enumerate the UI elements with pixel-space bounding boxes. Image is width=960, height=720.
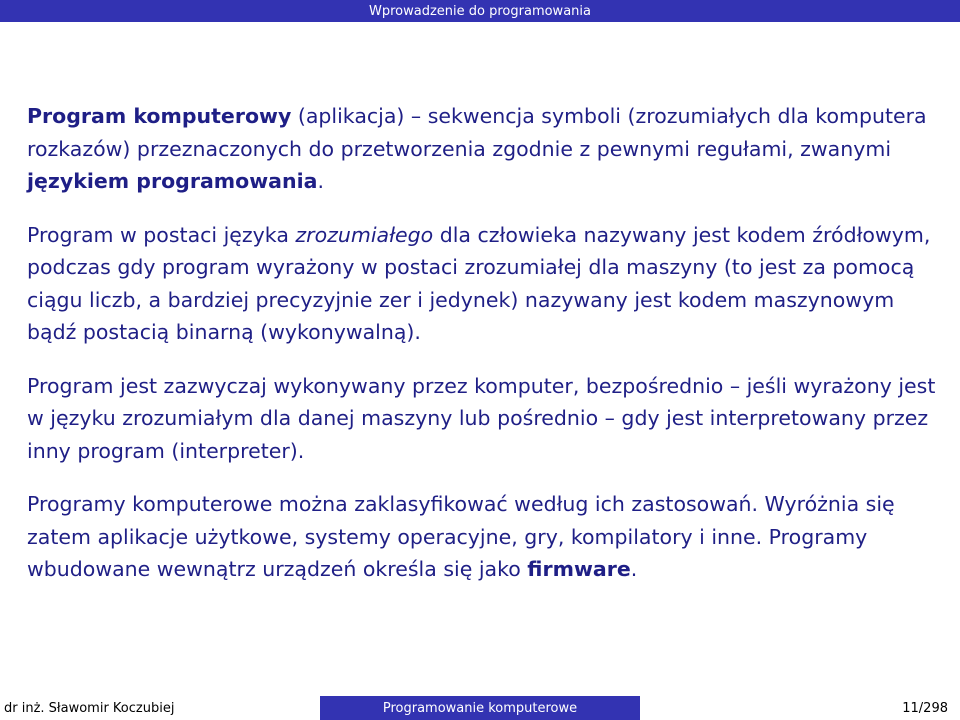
term-jezyk-programowania: językiem programowania — [27, 169, 318, 193]
footer-author: dr inż. Sławomir Koczubiej — [4, 700, 175, 716]
footer-page-number: 11/298 — [902, 700, 948, 716]
p3-text: Program jest zazwyczaj wykonywany przez komputer, bezpośrednio – jeśli wyrażony jest w języku zrozumiałym dla danej maszyny lub pośrednio – gdy jest interpretowany przez inny program (interpreter). — [27, 373, 936, 463]
definition-period: . — [317, 169, 324, 193]
term-program-komputerowy: Program komputerowy — [27, 104, 292, 128]
p2-text-c: dla człowieka nazywany jest kodem źródłowym, podczas gdy program wyrażony w postaci zrozumiałej dla maszyny (to jest za pomocą ciągu liczb, a bardziej precyzyjnie zer i jedynek) nazywany jest kodem maszynowym bądź postacią binarną (wykonywalną). — [27, 222, 931, 344]
slide-footer — [0, 696, 960, 720]
slide-header — [0, 0, 960, 22]
paragraph-execution — [27, 370, 937, 468]
paragraph-definition — [27, 100, 937, 198]
slide-content — [27, 100, 937, 607]
p4-text-a: Programy komputerowe można zaklasyfikować według ich zastosowań. Wyróżnia się zatem aplikacje użytkowe, systemy operacyjne, gry, kompilatory i inne. Programy wbudowane wewnątrz urządzeń określa się jako — [27, 492, 895, 581]
paragraph-source-code — [27, 219, 937, 349]
footer-page-box — [640, 696, 960, 720]
p4-period: . — [630, 557, 638, 581]
paragraph-classification — [27, 488, 937, 586]
footer-course-box — [320, 696, 640, 720]
p2-text-a: Program w postaci języka — [27, 222, 296, 247]
term-firmware: firmware — [527, 557, 631, 581]
definition-text: (aplikacja) – sekwencja symboli (zrozumiałych dla komputera rozkazów) przeznaczonych do przetworzenia zgodnie z pewnymi regułami, zwanymi — [27, 104, 927, 161]
footer-course: Programowanie komputerowe — [382, 700, 578, 716]
slide-title: Wprowadzenie do programowania — [369, 3, 591, 19]
footer-author-box — [0, 696, 320, 720]
p2-italic: zrozumiałego — [295, 222, 434, 247]
